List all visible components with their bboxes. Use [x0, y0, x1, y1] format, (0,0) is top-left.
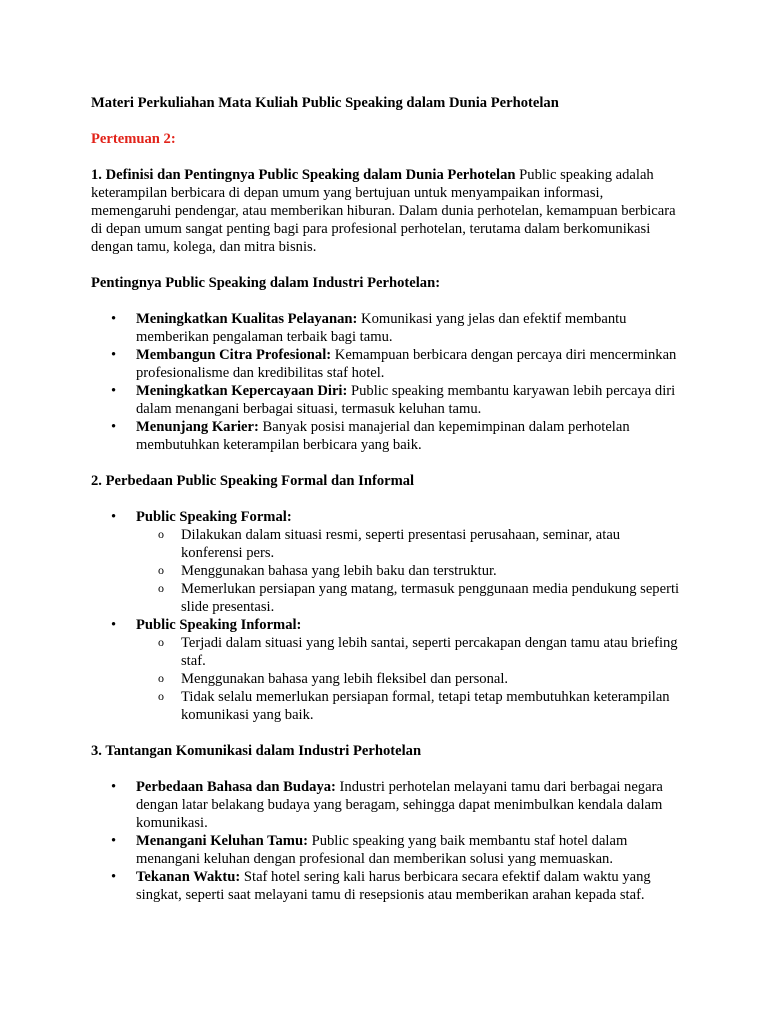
section-3-heading: 3. Tantangan Komunikasi dalam Industri Perhotelan	[91, 743, 422, 759]
bullet-icon: •	[111, 383, 117, 399]
list-item	[91, 310, 681, 346]
list-item	[91, 508, 681, 616]
item-label: Menunjang Karier:	[136, 419, 259, 435]
formal-label: Public Speaking Formal:	[136, 509, 292, 525]
circle-bullet-icon: o	[158, 527, 164, 541]
informal-label: Public Speaking Informal:	[136, 617, 302, 633]
item-text: Staf hotel sering kali harus berbicara secara efektif dalam waktu yang singkat, seperti saat melayani tamu di resepsionis atau memberikan arahan kepada staf.	[136, 869, 651, 903]
sub-list-item	[136, 526, 681, 562]
sub-item-text: Dilakukan dalam situasi resmi, seperti presentasi perusahaan, seminar, atau konferensi pers.	[181, 527, 621, 561]
sub-item-text: Tidak selalu memerlukan persiapan formal, tetapi tetap membutuhkan keterampilan komunikasi yang baik.	[181, 689, 670, 723]
importance-list	[91, 310, 681, 454]
item-text: Banyak posisi manajerial dan kepemimpinan dalam perhotelan membutuhkan keterampilan berbicara yang baik.	[136, 419, 630, 453]
list-item	[91, 346, 681, 382]
list-item	[91, 832, 681, 868]
circle-bullet-icon: o	[158, 635, 164, 649]
item-label: Membangun Citra Profesional:	[136, 347, 332, 363]
bullet-icon: •	[111, 419, 117, 435]
sub-list-item	[136, 562, 681, 580]
item-text: Public speaking yang baik membantu staf hotel dalam menangani keluhan dengan profesional dan memberikan solusi yang memuaskan.	[136, 833, 628, 867]
document-title: Materi Perkuliahan Mata Kuliah Public Speaking dalam Dunia Perhotelan	[91, 95, 559, 111]
item-label: Meningkatkan Kepercayaan Diri:	[136, 383, 348, 399]
sub-item-text: Menggunakan bahasa yang lebih baku dan terstruktur.	[181, 563, 497, 579]
importance-heading: Pentingnya Public Speaking dalam Industri Perhotelan:	[91, 275, 441, 291]
section-3-list	[91, 778, 681, 904]
circle-bullet-icon: o	[158, 581, 164, 595]
sub-item-text: Menggunakan bahasa yang lebih fleksibel dan personal.	[181, 671, 509, 687]
section-1-paragraph	[91, 166, 681, 256]
sub-list-item	[136, 688, 681, 724]
sub-list-item	[136, 670, 681, 688]
item-text: Public speaking membantu karyawan lebih percaya diri dalam menangani berbagai situasi, termasuk keluhan tamu.	[136, 383, 676, 417]
item-label: Perbedaan Bahasa dan Budaya:	[136, 779, 336, 795]
item-label: Menangani Keluhan Tamu:	[136, 833, 308, 849]
bullet-icon: •	[111, 617, 117, 633]
sub-list-item	[136, 634, 681, 670]
sub-item-text: Memerlukan persiapan yang matang, termasuk penggunaan media pendukung seperti slide presentasi.	[181, 581, 680, 615]
section-2-heading: 2. Perbedaan Public Speaking Formal dan Informal	[91, 473, 415, 489]
bullet-icon: •	[111, 509, 117, 525]
bullet-icon: •	[111, 779, 117, 795]
list-item	[91, 778, 681, 832]
list-item	[91, 868, 681, 904]
sub-item-text: Terjadi dalam situasi yang lebih santai, seperti percakapan dengan tamu atau briefing staf.	[181, 635, 678, 669]
bullet-icon: •	[111, 869, 117, 885]
bullet-icon: •	[111, 347, 117, 363]
sub-list-item	[136, 580, 681, 616]
circle-bullet-icon: o	[158, 563, 164, 577]
bullet-icon: •	[111, 833, 117, 849]
document-body	[91, 94, 681, 922]
item-label: Tekanan Waktu:	[136, 869, 241, 885]
circle-bullet-icon: o	[158, 689, 164, 703]
list-item	[91, 382, 681, 418]
item-text: Kemampuan berbicara dengan percaya diri mencerminkan profesionalisme dan kredibilitas staf hotel.	[136, 347, 677, 381]
informal-sublist	[136, 634, 681, 724]
list-item	[91, 418, 681, 454]
section-2-list	[91, 508, 681, 724]
section-1-text: Public speaking adalah keterampilan berbicara di depan umum yang bertujuan untuk menyampaikan informasi, memengaruhi pendengar, atau memberikan hiburan. Dalam dunia perhotelan, kemampuan berbicara di depan umum sangat penting bagi para profesional perhotelan, terutama dalam berkomunikasi dengan tamu, kolega, dan mitra bisnis.	[91, 167, 676, 255]
meeting-label: Pertemuan 2:	[91, 131, 176, 147]
section-1-heading: 1. Definisi dan Pentingnya Public Speaking dalam Dunia Perhotelan	[91, 167, 516, 183]
list-item	[91, 616, 681, 724]
item-text: Industri perhotelan melayani tamu dari berbagai negara dengan latar belakang budaya yang beragam, sehingga dapat menimbulkan kendala dalam komunikasi.	[136, 779, 663, 831]
item-text: Komunikasi yang jelas dan efektif membantu memberikan pengalaman terbaik bagi tamu.	[136, 311, 627, 345]
circle-bullet-icon: o	[158, 671, 164, 685]
formal-sublist	[136, 526, 681, 616]
item-label: Meningkatkan Kualitas Pelayanan:	[136, 311, 358, 327]
bullet-icon: •	[111, 311, 117, 327]
